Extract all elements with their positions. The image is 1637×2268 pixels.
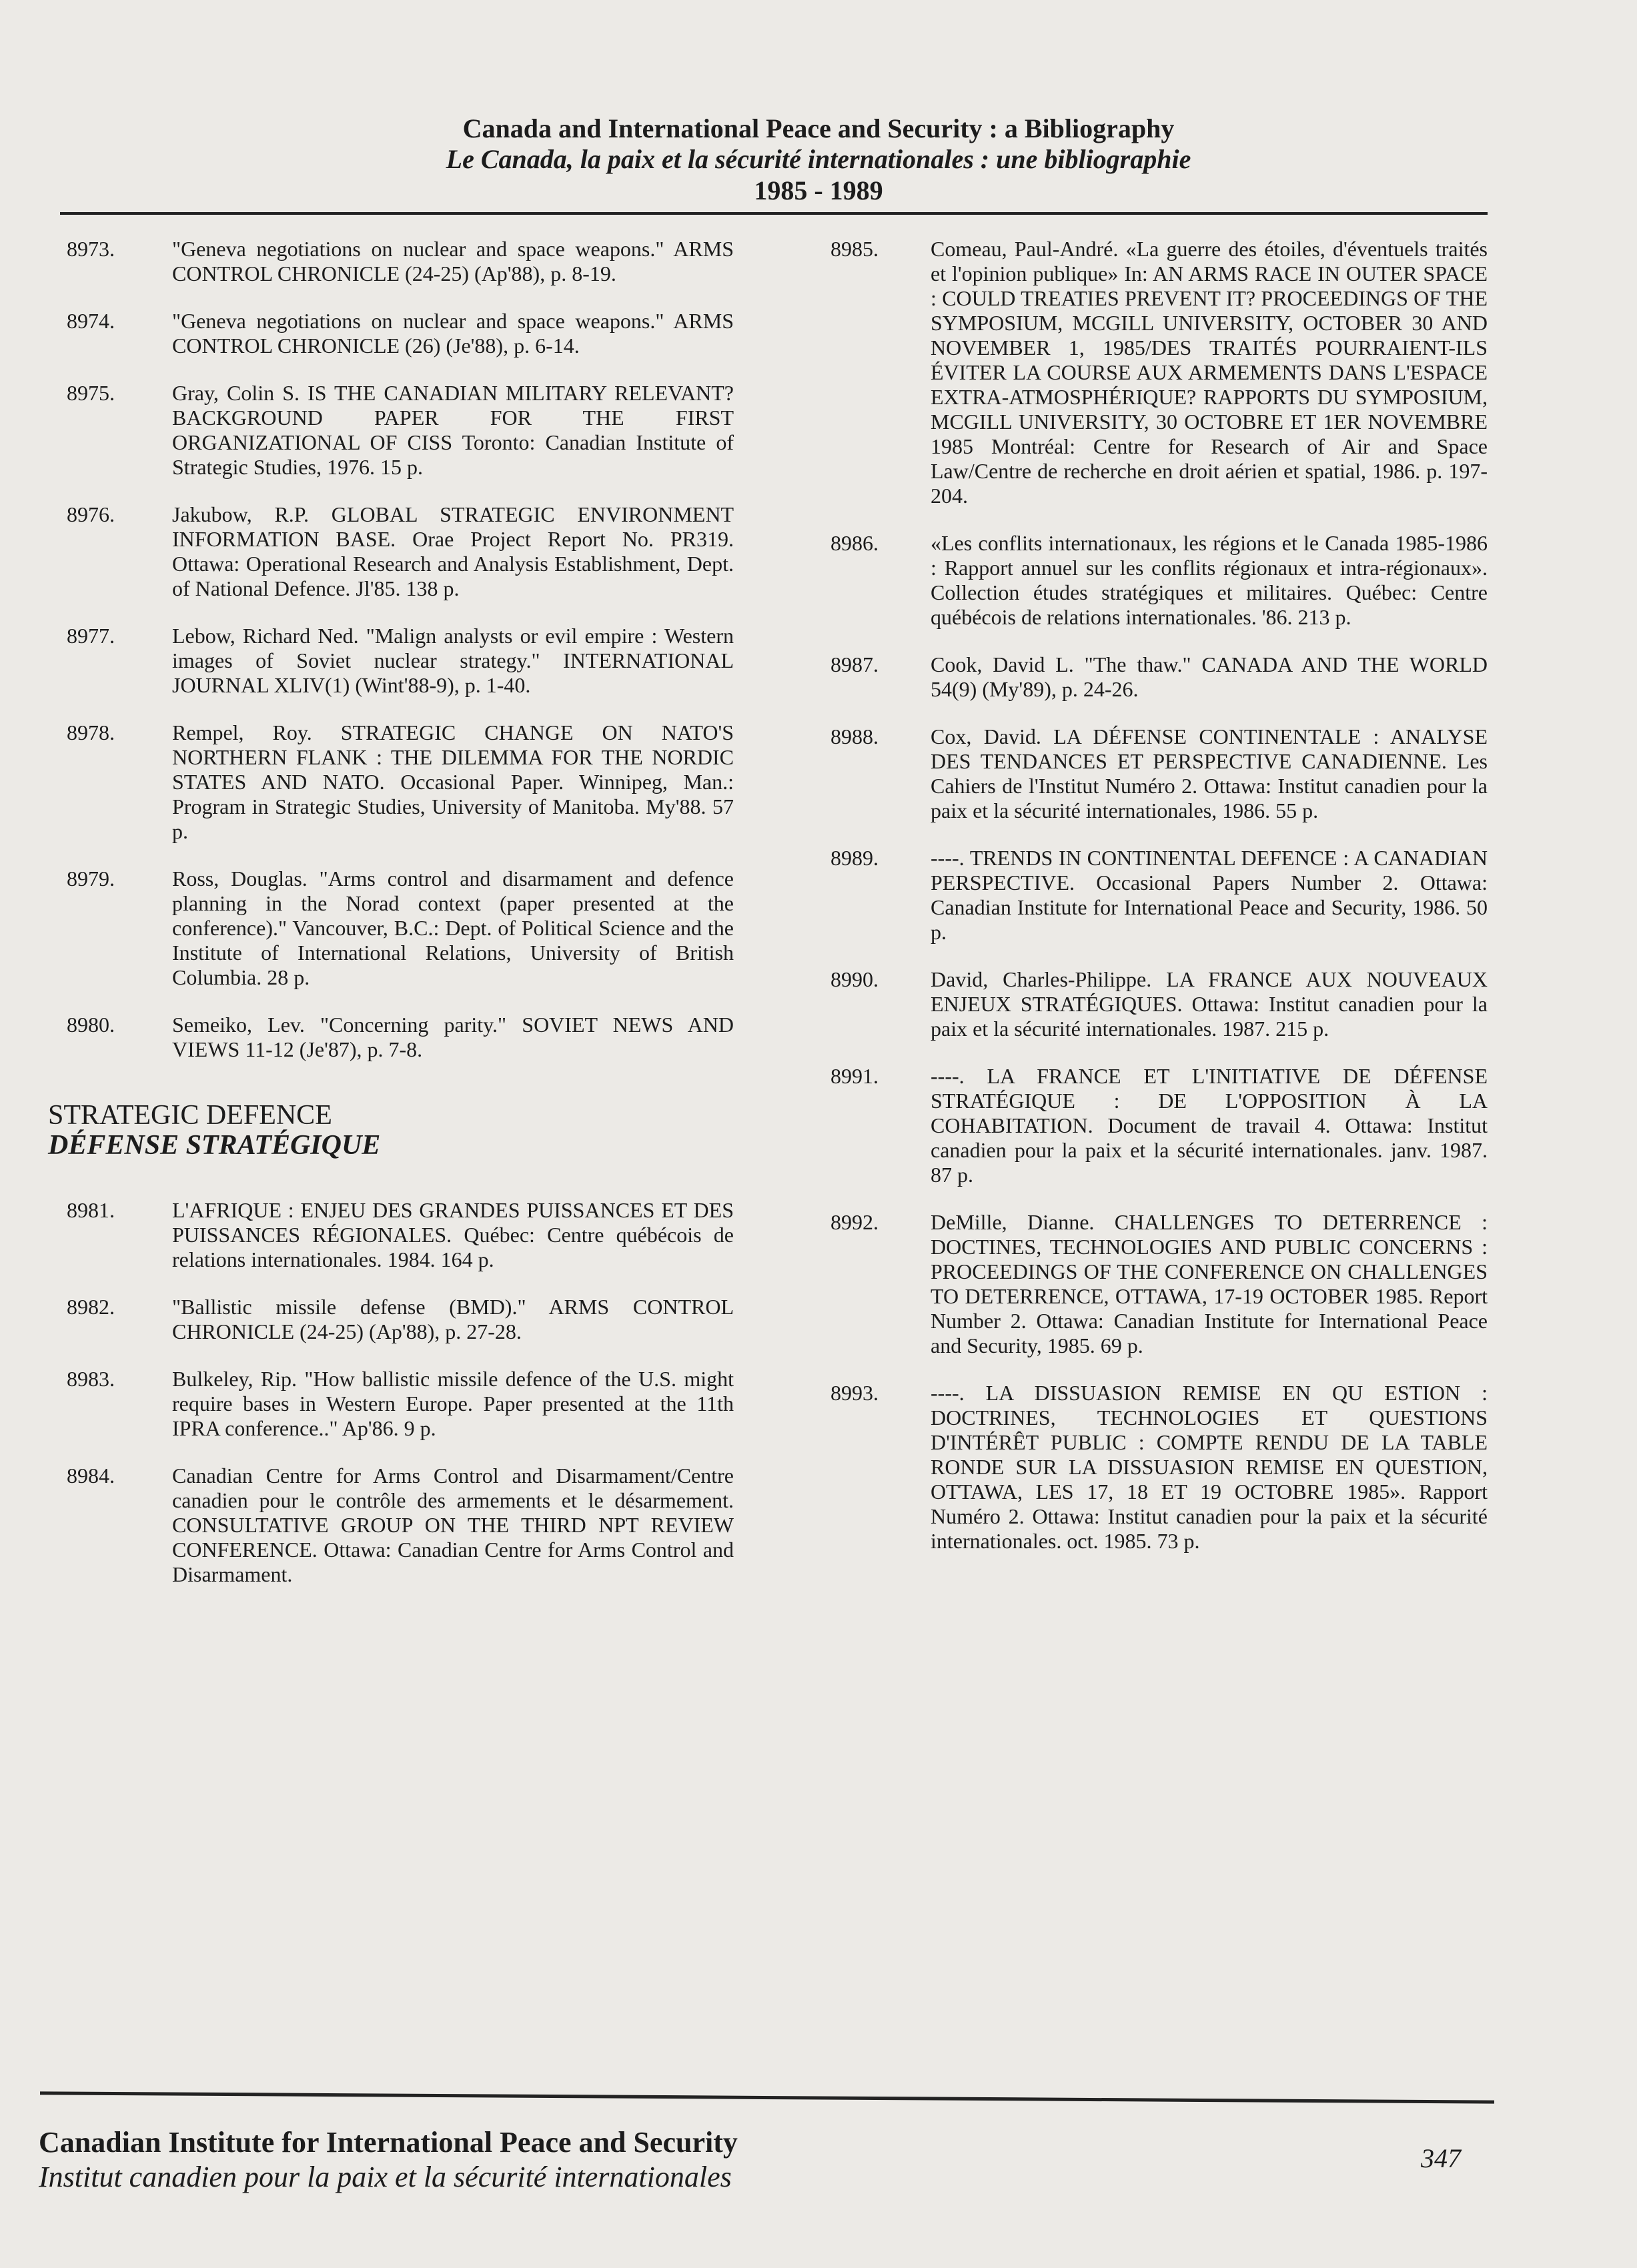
entry-number: 8984. bbox=[67, 1464, 115, 1488]
entry-text: Cox, David. LA DÉFENSE CONTINENTALE : ANALYSE DES TENDANCES ET PERSPECTIVE CANADIENNE. Les Cahiers de l'Institut Numéro 2. Ottawa: Institut canadien pour la paix et la sécurité internationales, 1986. 55 p. bbox=[931, 724, 1488, 822]
entry-number: 8974. bbox=[67, 309, 115, 333]
footer-line-fr: Institut canadien pour la paix et la sécurité internationales bbox=[39, 2161, 732, 2193]
entry-text: ----. LA DISSUASION REMISE EN QU ESTION : DOCTRINES, TECHNOLOGIES ET QUESTIONS D'INTÉRÊT PUBLIC : COMPTE RENDU DE LA TABLE RONDE SUR LA DISSUASION REMISE EN QUESTION, OTTAWA, LES 17, 18 ET 19 OCTOBRE 1985». Rapport Numéro 2. Ottawa: Institut canadien pour la paix et la sécurité internationales. oct. 1985. 73 p. bbox=[931, 1381, 1488, 1553]
bibliography-entry bbox=[67, 867, 734, 990]
bibliography-entry bbox=[67, 502, 734, 601]
page-number: 347 bbox=[1421, 2143, 1461, 2173]
entry-text: Jakubow, R.P. GLOBAL STRATEGIC ENVIRONMENT INFORMATION BASE. Orae Project Report No. PR319. Ottawa: Operational Research and Analysis Establishment, Dept. of National Defence. Jl'85. 138 p. bbox=[172, 502, 734, 600]
entry-number: 8979. bbox=[67, 867, 115, 891]
entry-number: 8990. bbox=[831, 967, 879, 991]
entry-text: Semeiko, Lev. "Concerning parity." SOVIET NEWS AND VIEWS 11-12 (Je'87), p. 7-8. bbox=[172, 1013, 734, 1061]
bibliography-entry bbox=[67, 1198, 734, 1272]
entry-number: 8988. bbox=[831, 724, 879, 748]
entry-number: 8992. bbox=[831, 1210, 879, 1234]
entry-text: Canadian Centre for Arms Control and Disarmament/Centre canadien pour le contrôle des armements et le désarmement. CONSULTATIVE GROUP ON THE THIRD NPT REVIEW CONFERENCE. Ottawa: Canadian Centre for Arms Control and Disarmament. bbox=[172, 1464, 734, 1586]
bibliography-entry bbox=[831, 967, 1488, 1041]
bibliography-entry bbox=[67, 1295, 734, 1344]
page-footer bbox=[39, 2125, 738, 2195]
entry-number: 8985. bbox=[831, 237, 879, 261]
entry-text: ----. LA FRANCE ET L'INITIATIVE DE DÉFENSE STRATÉGIQUE : DE L'OPPOSITION À LA COHABITATION. Document de travail 4. Ottawa: Institut canadien pour la paix et la sécurité internationales. janv. 1987. 87 p. bbox=[931, 1064, 1488, 1187]
entry-number: 8981. bbox=[67, 1198, 115, 1222]
left-column bbox=[48, 237, 734, 1610]
entry-number: 8991. bbox=[831, 1064, 879, 1088]
bibliography-entry bbox=[831, 846, 1488, 945]
entry-number: 8980. bbox=[67, 1013, 115, 1037]
entry-text: ----. TRENDS IN CONTINENTAL DEFENCE : A CANADIAN PERSPECTIVE. Occasional Papers Number 2. Ottawa: Canadian Institute for International Peace and Security, 1986. 50 p. bbox=[931, 846, 1488, 944]
bibliography-entry bbox=[67, 624, 734, 698]
page-header bbox=[0, 113, 1637, 207]
footer-line-en: Canadian Institute for International Peace and Security bbox=[39, 2126, 738, 2159]
bibliography-entry bbox=[67, 237, 734, 286]
bibliography-entry bbox=[831, 1064, 1488, 1187]
entry-number: 8986. bbox=[831, 531, 879, 555]
entry-number: 8983. bbox=[67, 1367, 115, 1391]
entry-number: 8978. bbox=[67, 720, 115, 744]
footer-rule bbox=[40, 2091, 1494, 2103]
bibliography-entry bbox=[67, 309, 734, 358]
bibliography-entry bbox=[831, 531, 1488, 630]
entry-text: "Geneva negotiations on nuclear and space weapons." ARMS CONTROL CHRONICLE (24-25) (Ap'88), p. 8-19. bbox=[172, 237, 734, 286]
entry-number: 8982. bbox=[67, 1295, 115, 1319]
entry-text: Lebow, Richard Ned. "Malign analysts or evil empire : Western images of Soviet nuclear strategy." INTERNATIONAL JOURNAL XLIV(1) (Wint'88-9), p. 1-40. bbox=[172, 624, 734, 697]
section-heading bbox=[48, 1101, 734, 1161]
entry-number: 8989. bbox=[831, 846, 879, 870]
header-rule bbox=[60, 212, 1488, 215]
entry-text: Gray, Colin S. IS THE CANADIAN MILITARY RELEVANT? BACKGROUND PAPER FOR THE FIRST ORGANIZATIONAL OF CISS Toronto: Canadian Institute of Strategic Studies, 1976. 15 p. bbox=[172, 381, 734, 479]
entry-list bbox=[67, 1198, 734, 1587]
bibliography-entry bbox=[67, 381, 734, 480]
entry-text: «Les conflits internationaux, les régions et le Canada 1985-1986 : Rapport annuel sur les conflits régionaux et intra-régionaux». Collection études stratégiques et militaires. Québec: Centre québécois de relations internationales. '86. 213 p. bbox=[931, 531, 1488, 629]
entry-text: Cook, David L. "The thaw." CANADA AND THE WORLD 54(9) (My'89), p. 24-26. bbox=[931, 652, 1488, 701]
entry-text: Bulkeley, Rip. "How ballistic missile defence of the U.S. might require bases in Western Europe. Paper presented at the 11th IPRA conference.." Ap'86. 9 p. bbox=[172, 1367, 734, 1440]
entry-number: 8976. bbox=[67, 502, 115, 526]
entry-number: 8987. bbox=[831, 652, 879, 676]
header-years: 1985 - 1989 bbox=[754, 175, 883, 205]
bibliography-entry bbox=[67, 1013, 734, 1062]
section-title-fr: DÉFENSE STRATÉGIQUE bbox=[48, 1130, 381, 1161]
section-title-en: STRATEGIC DEFENCE bbox=[48, 1100, 332, 1131]
entry-text: DeMille, Dianne. CHALLENGES TO DETERRENCE : DOCTINES, TECHNOLOGIES AND PUBLIC CONCERNS : PROCEEDINGS OF THE CONFERENCE ON CHALLENGES TO DETERRENCE, OTTAWA, 17-19 OCTOBER 1985. Report Number 2. Ottawa: Canadian Institute for International Peace and Security, 1985. 69 p. bbox=[931, 1210, 1488, 1357]
entry-list bbox=[831, 237, 1488, 1554]
entry-text: David, Charles-Philippe. LA FRANCE AUX NOUVEAUX ENJEUX STRATÉGIQUES. Ottawa: Institut canadien pour la paix et la sécurité internationales. 1987. 215 p. bbox=[931, 967, 1488, 1041]
entry-text: L'AFRIQUE : ENJEU DES GRANDES PUISSANCES ET DES PUISSANCES RÉGIONALES. Québec: Centre québécois de relations internationales. 1984. 164 p. bbox=[172, 1198, 734, 1271]
bibliography-entry bbox=[831, 1210, 1488, 1358]
entry-number: 8993. bbox=[831, 1381, 879, 1405]
entry-text: "Ballistic missile defense (BMD)." ARMS CONTROL CHRONICLE (24-25) (Ap'88), p. 27-28. bbox=[172, 1295, 734, 1343]
right-column bbox=[831, 237, 1488, 1576]
entry-number: 8977. bbox=[67, 624, 115, 648]
bibliography-entry bbox=[67, 1367, 734, 1441]
entry-text: Rempel, Roy. STRATEGIC CHANGE ON NATO'S NORTHERN FLANK : THE DILEMMA FOR THE NORDIC STATES AND NATO. Occasional Paper. Winnipeg, Man.: Program in Strategic Studies, University of Manitoba. My'88. 57 p. bbox=[172, 720, 734, 843]
header-title-fr: Le Canada, la paix et la sécurité internationales : une bibliographie bbox=[446, 144, 1191, 174]
entry-text: "Geneva negotiations on nuclear and space weapons." ARMS CONTROL CHRONICLE (26) (Je'88), p. 6-14. bbox=[172, 309, 734, 358]
bibliography-entry bbox=[831, 652, 1488, 702]
entry-text: Ross, Douglas. "Arms control and disarmament and defence planning in the Norad context (paper presented at the conference)." Vancouver, B.C.: Dept. of Political Science and the Institute of International Relations, University of British Columbia. 28 p. bbox=[172, 867, 734, 989]
entry-list bbox=[67, 237, 734, 1062]
bibliography-entry bbox=[831, 237, 1488, 508]
header-title-en: Canada and International Peace and Security : a Bibliography bbox=[462, 113, 1175, 143]
bibliography-entry bbox=[67, 720, 734, 844]
entry-text: Comeau, Paul-André. «La guerre des étoiles, d'éventuels traités et l'opinion publique» In: AN ARMS RACE IN OUTER SPACE : COULD TREATIES PREVENT IT? PROCEEDINGS OF THE SYMPOSIUM, MCGILL UNIVERSITY, OCTOBER 30 AND NOVEMBER 1, 1985/DES TRAITÉS POURRAIENT-ILS ÉVITER LA COURSE AUX ARMEMENTS DANS L'ESPACE EXTRA-ATMOSPHÉRIQUE? RAPPORTS DU SYMPOSIUM, MCGILL UNIVERSITY, 30 OCTOBRE ET 1ER NOVEMBRE 1985 Montréal: Centre for Research of Air and Space Law/Centre de recherche en droit aérien et spatial, 1986. p. 197-204. bbox=[931, 237, 1488, 508]
bibliography-entry bbox=[831, 1381, 1488, 1554]
entry-number: 8975. bbox=[67, 381, 115, 405]
entry-number: 8973. bbox=[67, 237, 115, 261]
bibliography-entry bbox=[831, 724, 1488, 823]
bibliography-entry bbox=[67, 1464, 734, 1587]
